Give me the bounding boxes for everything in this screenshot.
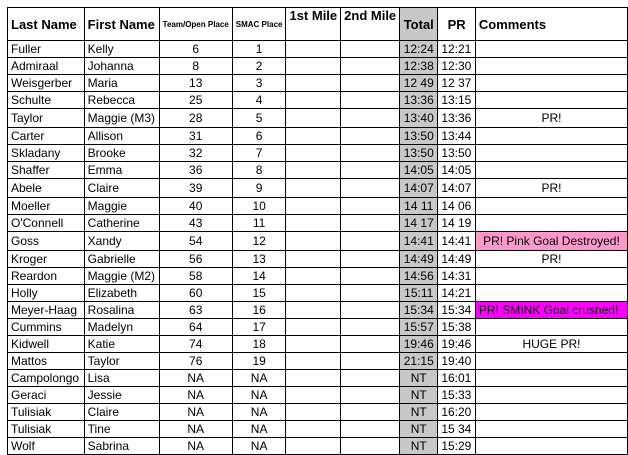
first-name-cell: Elizabeth <box>84 285 159 302</box>
comment-cell <box>475 404 627 421</box>
first-name-cell: Madelyn <box>84 319 159 336</box>
comment-cell <box>475 319 627 336</box>
pr-cell: 16:01 <box>438 370 476 387</box>
total-cell: 13:36 <box>400 92 438 109</box>
header-comments: Comments <box>475 8 627 41</box>
team-place-cell: 32 <box>159 145 232 162</box>
header-last-name: Last Name <box>8 8 85 41</box>
team-place-cell: 63 <box>159 302 232 319</box>
team-place-cell: 64 <box>159 319 232 336</box>
results-body <box>8 41 628 455</box>
mile1-cell <box>286 41 341 58</box>
smac-place-cell: 9 <box>232 179 286 198</box>
smac-place-cell: 18 <box>232 336 286 353</box>
table-row <box>8 404 628 421</box>
last-name-cell: Kidwell <box>8 336 85 353</box>
table-row <box>8 370 628 387</box>
team-place-cell: 39 <box>159 179 232 198</box>
first-name-cell: Johanna <box>84 58 159 75</box>
pr-cell: 13:36 <box>438 109 476 128</box>
smac-place-cell: NA <box>232 421 286 438</box>
header-first-name: First Name <box>84 8 159 41</box>
mile1-cell <box>286 109 341 128</box>
first-name-cell: Claire <box>84 179 159 198</box>
comment-cell <box>475 162 627 179</box>
smac-place-cell: 1 <box>232 41 286 58</box>
mile2-cell <box>341 92 400 109</box>
header-team-place: Team/Open Place <box>159 8 232 41</box>
last-name-cell: Tulisiak <box>8 421 85 438</box>
mile2-cell <box>341 268 400 285</box>
first-name-cell: Emma <box>84 162 159 179</box>
comment-cell <box>475 438 627 455</box>
smac-place-cell: 3 <box>232 75 286 92</box>
first-name-cell: Sabrina <box>84 438 159 455</box>
mile1-cell <box>286 285 341 302</box>
mile1-cell <box>286 319 341 336</box>
mile2-cell <box>341 285 400 302</box>
total-cell: 14:49 <box>400 251 438 268</box>
mile2-cell <box>341 215 400 232</box>
pr-cell: 12 37 <box>438 75 476 92</box>
header-mile1: 1st Mile <box>286 8 341 41</box>
table-row <box>8 438 628 455</box>
table-row <box>8 336 628 353</box>
total-cell: 15:57 <box>400 319 438 336</box>
last-name-cell: Cummins <box>8 319 85 336</box>
total-cell: 14:56 <box>400 268 438 285</box>
last-name-cell: Weisgerber <box>8 75 85 92</box>
mile2-cell <box>341 162 400 179</box>
pr-cell: 16:20 <box>438 404 476 421</box>
comment-cell <box>475 128 627 145</box>
first-name-cell: Maggie (M3) <box>84 109 159 128</box>
mile1-cell <box>286 268 341 285</box>
table-row <box>8 353 628 370</box>
mile2-cell <box>341 198 400 215</box>
smac-place-cell: 14 <box>232 268 286 285</box>
team-place-cell: 31 <box>159 128 232 145</box>
table-row <box>8 251 628 268</box>
header-pr: PR <box>438 8 476 41</box>
comment-cell <box>475 268 627 285</box>
total-cell: 13:50 <box>400 128 438 145</box>
first-name-cell: Kelly <box>84 41 159 58</box>
header-row <box>8 8 628 41</box>
comment-cell <box>475 75 627 92</box>
pr-cell: 14:07 <box>438 179 476 198</box>
pr-cell: 15:29 <box>438 438 476 455</box>
mile1-cell <box>286 404 341 421</box>
mile2-cell <box>341 58 400 75</box>
first-name-cell: Claire <box>84 404 159 421</box>
team-place-cell: 6 <box>159 41 232 58</box>
smac-place-cell: 10 <box>232 198 286 215</box>
first-name-cell: Catherine <box>84 215 159 232</box>
first-name-cell: Lisa <box>84 370 159 387</box>
table-row <box>8 232 628 251</box>
mile1-cell <box>286 58 341 75</box>
mile2-cell <box>341 128 400 145</box>
mile1-cell <box>286 251 341 268</box>
last-name-cell: Skladany <box>8 145 85 162</box>
table-row <box>8 128 628 145</box>
mile2-cell <box>341 145 400 162</box>
team-place-cell: NA <box>159 421 232 438</box>
comment-cell <box>475 353 627 370</box>
last-name-cell: Wolf <box>8 438 85 455</box>
smac-place-cell: 11 <box>232 215 286 232</box>
table-row <box>8 268 628 285</box>
first-name-cell: Maggie (M2) <box>84 268 159 285</box>
total-cell: NT <box>400 404 438 421</box>
pr-cell: 15:38 <box>438 319 476 336</box>
mile1-cell <box>286 438 341 455</box>
total-cell: 12:38 <box>400 58 438 75</box>
total-cell: 13:40 <box>400 109 438 128</box>
comment-cell: PR! Pink Goal Destroyed! <box>475 232 627 251</box>
last-name-cell: Campolongo <box>8 370 85 387</box>
pr-cell: 19:40 <box>438 353 476 370</box>
mile1-cell <box>286 353 341 370</box>
comment-cell <box>475 215 627 232</box>
comment-cell <box>475 285 627 302</box>
table-row <box>8 215 628 232</box>
total-cell: 15:11 <box>400 285 438 302</box>
table-row <box>8 58 628 75</box>
pr-cell: 13:15 <box>438 92 476 109</box>
first-name-cell: Jessie <box>84 387 159 404</box>
pr-cell: 19:46 <box>438 336 476 353</box>
comment-cell <box>475 370 627 387</box>
first-name-cell: Katie <box>84 336 159 353</box>
pr-cell: 12:21 <box>438 41 476 58</box>
table-row <box>8 145 628 162</box>
mile1-cell <box>286 370 341 387</box>
smac-place-cell: NA <box>232 404 286 421</box>
total-cell: 14 11 <box>400 198 438 215</box>
last-name-cell: Shaffer <box>8 162 85 179</box>
total-cell: 19:46 <box>400 336 438 353</box>
team-place-cell: 56 <box>159 251 232 268</box>
mile2-cell <box>341 251 400 268</box>
pr-cell: 12:30 <box>438 58 476 75</box>
mile2-cell <box>341 232 400 251</box>
table-row <box>8 109 628 128</box>
pr-cell: 14:21 <box>438 285 476 302</box>
first-name-cell: Gabrielle <box>84 251 159 268</box>
table-row <box>8 302 628 319</box>
last-name-cell: Fuller <box>8 41 85 58</box>
smac-place-cell: 8 <box>232 162 286 179</box>
last-name-cell: Tulisiak <box>8 404 85 421</box>
total-cell: NT <box>400 387 438 404</box>
first-name-cell: Xandy <box>84 232 159 251</box>
header-total: Total <box>400 8 438 41</box>
total-cell: 14 17 <box>400 215 438 232</box>
last-name-cell: O'Connell <box>8 215 85 232</box>
table-row <box>8 92 628 109</box>
team-place-cell: 60 <box>159 285 232 302</box>
mile2-cell <box>341 319 400 336</box>
mile1-cell <box>286 162 341 179</box>
team-place-cell: 25 <box>159 92 232 109</box>
pr-cell: 14 06 <box>438 198 476 215</box>
mile2-cell <box>341 370 400 387</box>
last-name-cell: Moeller <box>8 198 85 215</box>
smac-place-cell: NA <box>232 370 286 387</box>
mile2-cell <box>341 75 400 92</box>
last-name-cell: Geraci <box>8 387 85 404</box>
mile2-cell <box>341 353 400 370</box>
last-name-cell: Goss <box>8 232 85 251</box>
team-place-cell: NA <box>159 438 232 455</box>
comment-cell <box>475 145 627 162</box>
mile1-cell <box>286 198 341 215</box>
smac-place-cell: 17 <box>232 319 286 336</box>
pr-cell: 14:31 <box>438 268 476 285</box>
comment-cell: PR! <box>475 109 627 128</box>
smac-place-cell: 19 <box>232 353 286 370</box>
total-cell: NT <box>400 370 438 387</box>
last-name-cell: Mattos <box>8 353 85 370</box>
total-cell: NT <box>400 438 438 455</box>
total-cell: NT <box>400 421 438 438</box>
mile2-cell <box>341 421 400 438</box>
team-place-cell: 36 <box>159 162 232 179</box>
first-name-cell: Tine <box>84 421 159 438</box>
last-name-cell: Schulte <box>8 92 85 109</box>
first-name-cell: Rosalina <box>84 302 159 319</box>
table-row <box>8 421 628 438</box>
last-name-cell: Holly <box>8 285 85 302</box>
team-place-cell: 8 <box>159 58 232 75</box>
pr-cell: 13:44 <box>438 128 476 145</box>
team-place-cell: NA <box>159 370 232 387</box>
team-place-cell: 43 <box>159 215 232 232</box>
pr-cell: 14:49 <box>438 251 476 268</box>
team-place-cell: 28 <box>159 109 232 128</box>
mile1-cell <box>286 179 341 198</box>
smac-place-cell: 6 <box>232 128 286 145</box>
mile1-cell <box>286 145 341 162</box>
results-table <box>7 7 628 455</box>
team-place-cell: 76 <box>159 353 232 370</box>
comment-cell <box>475 421 627 438</box>
comment-cell <box>475 58 627 75</box>
mile1-cell <box>286 75 341 92</box>
smac-place-cell: 12 <box>232 232 286 251</box>
mile1-cell <box>286 387 341 404</box>
total-cell: 21:15 <box>400 353 438 370</box>
total-cell: 12 49 <box>400 75 438 92</box>
pr-cell: 13:50 <box>438 145 476 162</box>
mile1-cell <box>286 232 341 251</box>
mile1-cell <box>286 336 341 353</box>
team-place-cell: 58 <box>159 268 232 285</box>
smac-place-cell: 2 <box>232 58 286 75</box>
smac-place-cell: NA <box>232 438 286 455</box>
total-cell: 12:24 <box>400 41 438 58</box>
header-mile2: 2nd Mile <box>341 8 400 41</box>
last-name-cell: Abele <box>8 179 85 198</box>
total-cell: 14:41 <box>400 232 438 251</box>
first-name-cell: Brooke <box>84 145 159 162</box>
pr-cell: 14:05 <box>438 162 476 179</box>
team-place-cell: NA <box>159 387 232 404</box>
mile2-cell <box>341 404 400 421</box>
total-cell: 14:05 <box>400 162 438 179</box>
comment-cell <box>475 387 627 404</box>
mile1-cell <box>286 302 341 319</box>
table-row <box>8 162 628 179</box>
pr-cell: 14 19 <box>438 215 476 232</box>
table-row <box>8 179 628 198</box>
pr-cell: 15:34 <box>438 302 476 319</box>
header-smac-place: SMAC Place <box>232 8 286 41</box>
total-cell: 13:50 <box>400 145 438 162</box>
total-cell: 15:34 <box>400 302 438 319</box>
mile1-cell <box>286 215 341 232</box>
mile2-cell <box>341 438 400 455</box>
team-place-cell: 40 <box>159 198 232 215</box>
last-name-cell: Meyer-Haag <box>8 302 85 319</box>
first-name-cell: Taylor <box>84 353 159 370</box>
mile1-cell <box>286 421 341 438</box>
comment-cell: PR! <box>475 251 627 268</box>
smac-place-cell: 16 <box>232 302 286 319</box>
first-name-cell: Allison <box>84 128 159 145</box>
mile2-cell <box>341 302 400 319</box>
team-place-cell: 74 <box>159 336 232 353</box>
pr-cell: 14:41 <box>438 232 476 251</box>
last-name-cell: Kroger <box>8 251 85 268</box>
last-name-cell: Carter <box>8 128 85 145</box>
table-row <box>8 387 628 404</box>
team-place-cell: 13 <box>159 75 232 92</box>
team-place-cell: 54 <box>159 232 232 251</box>
pr-cell: 15 34 <box>438 421 476 438</box>
team-place-cell: NA <box>159 404 232 421</box>
comment-cell <box>475 198 627 215</box>
table-row <box>8 319 628 336</box>
comment-cell: PR! SMINK Goal crushed! <box>475 302 627 319</box>
mile2-cell <box>341 109 400 128</box>
smac-place-cell: 4 <box>232 92 286 109</box>
first-name-cell: Maggie <box>84 198 159 215</box>
table-row <box>8 75 628 92</box>
total-cell: 14:07 <box>400 179 438 198</box>
last-name-cell: Taylor <box>8 109 85 128</box>
smac-place-cell: NA <box>232 387 286 404</box>
first-name-cell: Rebecca <box>84 92 159 109</box>
table-row <box>8 198 628 215</box>
smac-place-cell: 15 <box>232 285 286 302</box>
mile2-cell <box>341 179 400 198</box>
first-name-cell: Maria <box>84 75 159 92</box>
last-name-cell: Reardon <box>8 268 85 285</box>
mile1-cell <box>286 92 341 109</box>
table-row <box>8 41 628 58</box>
pr-cell: 15:33 <box>438 387 476 404</box>
mile2-cell <box>341 41 400 58</box>
comment-cell: HUGE PR! <box>475 336 627 353</box>
comment-cell <box>475 92 627 109</box>
mile2-cell <box>341 387 400 404</box>
smac-place-cell: 7 <box>232 145 286 162</box>
table-row <box>8 285 628 302</box>
smac-place-cell: 13 <box>232 251 286 268</box>
mile1-cell <box>286 128 341 145</box>
smac-place-cell: 5 <box>232 109 286 128</box>
comment-cell <box>475 41 627 58</box>
comment-cell: PR! <box>475 179 627 198</box>
mile2-cell <box>341 336 400 353</box>
last-name-cell: Admiraal <box>8 58 85 75</box>
